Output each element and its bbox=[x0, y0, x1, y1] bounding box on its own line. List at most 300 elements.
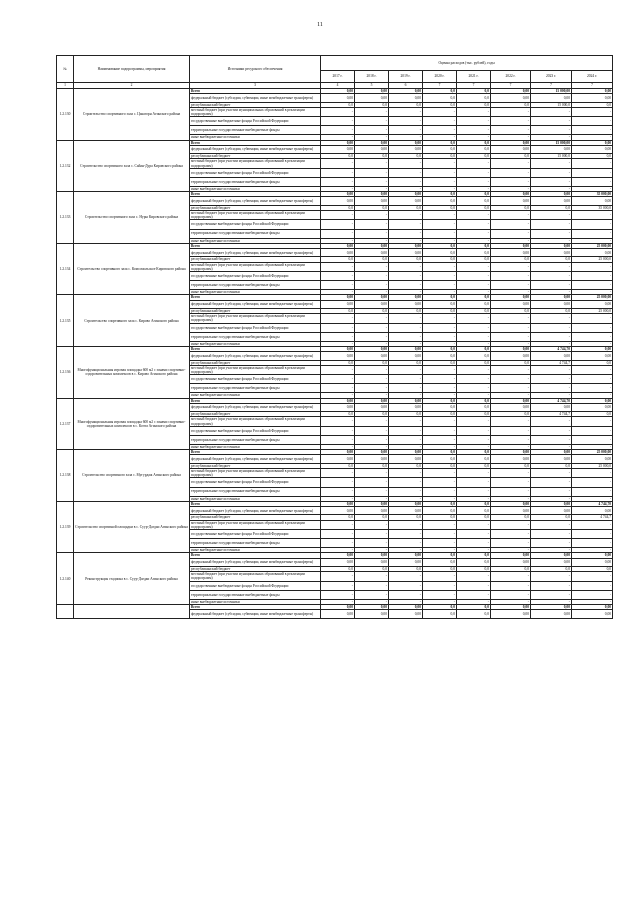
column-number: 4 bbox=[321, 83, 355, 89]
value-cell: 0,00 bbox=[531, 300, 572, 308]
value-cell: 0,00 bbox=[355, 295, 389, 300]
value-cell: 0,00 bbox=[389, 352, 423, 360]
value-cell: 0,00 bbox=[321, 604, 355, 609]
value-cell: 0,0 bbox=[321, 360, 355, 365]
value-cell: - bbox=[321, 539, 355, 548]
value-cell: - bbox=[491, 238, 531, 243]
value-cell: 0,00 bbox=[355, 248, 389, 256]
value-cell: 0,0 bbox=[423, 360, 457, 365]
value-cell: - bbox=[355, 229, 389, 238]
value-cell: - bbox=[531, 177, 572, 186]
value-cell: - bbox=[531, 262, 572, 271]
source-label: территориальные государственные внебюджетные фонды bbox=[190, 281, 321, 290]
source-label: иные внебюджетные источники bbox=[190, 186, 321, 191]
value-cell: - bbox=[572, 496, 613, 501]
value-cell: 0,00 bbox=[321, 300, 355, 308]
source-label: местный бюджет (при участии муниципальных образований в реализации подпрограмм) bbox=[190, 262, 321, 271]
value-cell: - bbox=[355, 290, 389, 295]
value-cell: 0,0 bbox=[423, 243, 457, 248]
value-cell: - bbox=[355, 393, 389, 398]
value-cell: 0,00 bbox=[321, 455, 355, 463]
value-cell: 0,0 bbox=[321, 566, 355, 571]
value-cell: - bbox=[572, 599, 613, 604]
value-cell: - bbox=[389, 496, 423, 501]
value-cell: - bbox=[423, 384, 457, 393]
value-cell: - bbox=[572, 159, 613, 168]
value-cell: 0,0 bbox=[423, 145, 457, 153]
source-label: государственные внебюджетные фонды Российской Федерации bbox=[190, 478, 321, 487]
source-label: республиканский бюджет bbox=[190, 102, 321, 107]
value-cell: - bbox=[423, 177, 457, 186]
value-cell: 4 744,70 bbox=[572, 501, 613, 506]
value-cell: - bbox=[389, 444, 423, 449]
value-cell: 4 744,7 bbox=[572, 515, 613, 520]
value-cell: 0,0 bbox=[423, 403, 457, 411]
value-cell: - bbox=[491, 168, 531, 177]
item-name: Строительство спортивного зала с. Нуры Кировского района bbox=[74, 192, 190, 244]
item-code: 1.2.136 bbox=[57, 346, 74, 398]
value-cell: 0,00 bbox=[389, 346, 423, 351]
value-cell: - bbox=[491, 548, 531, 553]
value-cell: - bbox=[389, 290, 423, 295]
value-cell: 0,00 bbox=[531, 610, 572, 618]
value-cell: 0,0 bbox=[491, 205, 531, 210]
value-cell: - bbox=[572, 262, 613, 271]
value-cell: - bbox=[531, 238, 572, 243]
value-cell: - bbox=[355, 599, 389, 604]
value-cell: 0,0 bbox=[355, 566, 389, 571]
value-cell: - bbox=[457, 238, 491, 243]
value-cell: - bbox=[321, 435, 355, 444]
source-label: местный бюджет (при участии муниципальных образований в реализации подпрограмм) bbox=[190, 365, 321, 374]
value-cell: 0,00 bbox=[491, 455, 531, 463]
value-cell: - bbox=[457, 177, 491, 186]
source-label: государственные внебюджетные фонды Российской Федерации bbox=[190, 323, 321, 332]
value-cell: - bbox=[572, 314, 613, 323]
value-cell: 0,0 bbox=[355, 154, 389, 159]
value-cell: - bbox=[457, 375, 491, 384]
value-cell: - bbox=[531, 426, 572, 435]
value-cell: 0,00 bbox=[389, 192, 423, 197]
value-cell: - bbox=[491, 529, 531, 538]
source-label: федеральный бюджет (субсидии, субвенции, иные межбюджетные трансферты) bbox=[190, 558, 321, 566]
value-cell: 0,0 bbox=[457, 192, 491, 197]
value-cell: 0,00 bbox=[389, 295, 423, 300]
value-cell: - bbox=[572, 590, 613, 599]
value-cell: - bbox=[423, 220, 457, 229]
value-cell: 0,00 bbox=[491, 197, 531, 205]
value-cell: - bbox=[355, 365, 389, 374]
value-cell: 0,0 bbox=[355, 515, 389, 520]
header-year: 2022 г. bbox=[491, 71, 531, 83]
value-cell: 0,00 bbox=[531, 501, 572, 506]
value-cell: - bbox=[572, 238, 613, 243]
value-cell: 0,0 bbox=[531, 308, 572, 313]
value-cell: 0,0 bbox=[457, 102, 491, 107]
value-cell: 0,00 bbox=[355, 403, 389, 411]
value-cell: - bbox=[389, 177, 423, 186]
value-cell: 0,0 bbox=[423, 398, 457, 403]
value-cell: - bbox=[491, 435, 531, 444]
value-cell: 0,0 bbox=[457, 398, 491, 403]
value-cell: - bbox=[491, 375, 531, 384]
value-cell: 0,0 bbox=[423, 604, 457, 609]
value-cell: - bbox=[531, 478, 572, 487]
header-year: 2017 г. bbox=[321, 71, 355, 83]
value-cell: 0,00 bbox=[491, 140, 531, 145]
value-cell: 15 000,00 bbox=[531, 89, 572, 94]
source-label: иные внебюджетные источники bbox=[190, 135, 321, 140]
value-cell: 0,00 bbox=[389, 300, 423, 308]
value-cell: - bbox=[321, 177, 355, 186]
value-cell: - bbox=[457, 529, 491, 538]
value-cell: - bbox=[389, 417, 423, 426]
budget-table bbox=[56, 55, 613, 619]
source-label: государственные внебюджетные фонды Российской Федерации bbox=[190, 117, 321, 126]
value-cell: 0,0 bbox=[423, 192, 457, 197]
value-cell: 0,00 bbox=[572, 140, 613, 145]
value-cell: 0,00 bbox=[531, 94, 572, 102]
source-label: иные внебюджетные источники bbox=[190, 393, 321, 398]
value-cell: 0,0 bbox=[491, 360, 531, 365]
source-label: территориальные государственные внебюджетные фонды bbox=[190, 332, 321, 341]
value-cell: - bbox=[423, 426, 457, 435]
value-cell: 0,0 bbox=[491, 412, 531, 417]
value-cell: - bbox=[531, 548, 572, 553]
value-cell: - bbox=[457, 444, 491, 449]
value-cell: 0,0 bbox=[457, 248, 491, 256]
value-cell: 0,0 bbox=[389, 154, 423, 159]
item-code bbox=[57, 604, 74, 618]
item-code: 1.2.134 bbox=[57, 243, 74, 295]
value-cell: - bbox=[457, 323, 491, 332]
value-cell: - bbox=[423, 117, 457, 126]
value-cell: 0,0 bbox=[423, 154, 457, 159]
source-label: иные внебюджетные источники bbox=[190, 496, 321, 501]
value-cell: - bbox=[389, 487, 423, 496]
value-cell: - bbox=[531, 323, 572, 332]
value-cell: - bbox=[491, 159, 531, 168]
value-cell: - bbox=[457, 135, 491, 140]
value-cell: - bbox=[572, 539, 613, 548]
value-cell: 25 000,0 bbox=[572, 257, 613, 262]
value-cell: 0,0 bbox=[321, 308, 355, 313]
value-cell: 0,00 bbox=[389, 145, 423, 153]
value-cell: 0,0 bbox=[457, 558, 491, 566]
value-cell: - bbox=[457, 210, 491, 219]
value-cell: - bbox=[491, 599, 531, 604]
item-code: 1.2.140 bbox=[57, 553, 74, 605]
value-cell: 0,0 bbox=[423, 463, 457, 468]
value-cell: 0,00 bbox=[491, 192, 531, 197]
value-cell: 0,00 bbox=[572, 506, 613, 514]
value-cell: 0,0 bbox=[321, 205, 355, 210]
value-cell: 0,0 bbox=[491, 154, 531, 159]
value-cell: - bbox=[389, 426, 423, 435]
value-cell: 0,00 bbox=[572, 346, 613, 351]
value-cell: 0,00 bbox=[491, 403, 531, 411]
value-cell: - bbox=[457, 126, 491, 135]
value-cell: 0,0 bbox=[457, 553, 491, 558]
source-label: республиканский бюджет bbox=[190, 412, 321, 417]
value-cell: 0,00 bbox=[572, 455, 613, 463]
source-label: государственные внебюджетные фонды Российской Федерации bbox=[190, 271, 321, 280]
value-cell: 0,00 bbox=[321, 558, 355, 566]
value-cell: 0,0 bbox=[423, 450, 457, 455]
item-code: 1.2.130 bbox=[57, 89, 74, 141]
value-cell: - bbox=[355, 539, 389, 548]
value-cell: - bbox=[355, 238, 389, 243]
value-cell: 0,0 bbox=[321, 463, 355, 468]
value-cell: 0,0 bbox=[457, 515, 491, 520]
value-cell: 0,00 bbox=[389, 604, 423, 609]
value-cell: 4 744,7 bbox=[531, 360, 572, 365]
value-cell: 0,0 bbox=[389, 257, 423, 262]
value-cell: - bbox=[423, 186, 457, 191]
value-cell: 0,00 bbox=[355, 145, 389, 153]
value-cell: - bbox=[321, 496, 355, 501]
value-cell: - bbox=[572, 168, 613, 177]
value-cell: - bbox=[389, 262, 423, 271]
value-cell: - bbox=[423, 238, 457, 243]
value-cell: - bbox=[423, 520, 457, 529]
value-cell: - bbox=[321, 384, 355, 393]
source-label: местный бюджет (при участии муниципальных образований в реализации подпрограмм) bbox=[190, 159, 321, 168]
value-cell: - bbox=[423, 229, 457, 238]
source-label: федеральный бюджет (субсидии, субвенции, иные межбюджетные трансферты) bbox=[190, 352, 321, 360]
value-cell: 0,00 bbox=[321, 145, 355, 153]
source-label: территориальные государственные внебюджетные фонды bbox=[190, 384, 321, 393]
value-cell: - bbox=[423, 590, 457, 599]
column-number: 1 bbox=[57, 83, 74, 89]
value-cell: - bbox=[531, 290, 572, 295]
value-cell: 0,00 bbox=[321, 192, 355, 197]
value-cell: - bbox=[321, 186, 355, 191]
source-label: территориальные государственные внебюджетные фонды bbox=[190, 177, 321, 186]
source-label: республиканский бюджет bbox=[190, 308, 321, 313]
value-cell: - bbox=[572, 520, 613, 529]
value-cell: - bbox=[531, 229, 572, 238]
source-label: республиканский бюджет bbox=[190, 566, 321, 571]
value-cell: 0,00 bbox=[389, 506, 423, 514]
source-label: местный бюджет (при участии муниципальных образований в реализации подпрограмм) bbox=[190, 572, 321, 581]
source-label: иные внебюджетные источники bbox=[190, 599, 321, 604]
value-cell: - bbox=[457, 107, 491, 116]
value-cell: 0,0 bbox=[457, 352, 491, 360]
value-cell: 0,00 bbox=[321, 140, 355, 145]
source-label: республиканский бюджет bbox=[190, 154, 321, 159]
value-cell: - bbox=[572, 117, 613, 126]
value-cell: 0,0 bbox=[491, 308, 531, 313]
value-cell: - bbox=[491, 177, 531, 186]
source-label: республиканский бюджет bbox=[190, 360, 321, 365]
value-cell: 0,0 bbox=[572, 102, 613, 107]
value-cell: - bbox=[457, 117, 491, 126]
value-cell: - bbox=[389, 159, 423, 168]
value-cell: - bbox=[321, 107, 355, 116]
value-cell: - bbox=[491, 135, 531, 140]
value-cell: 0,0 bbox=[423, 102, 457, 107]
value-cell: - bbox=[531, 314, 572, 323]
value-cell: 0,00 bbox=[321, 553, 355, 558]
value-cell: - bbox=[531, 520, 572, 529]
source-label: территориальные государственные внебюджетные фонды bbox=[190, 539, 321, 548]
value-cell: 0,00 bbox=[355, 501, 389, 506]
value-cell: - bbox=[423, 599, 457, 604]
value-cell: - bbox=[355, 444, 389, 449]
value-cell: - bbox=[531, 210, 572, 219]
value-cell: - bbox=[531, 332, 572, 341]
value-cell: - bbox=[572, 220, 613, 229]
value-cell: - bbox=[531, 186, 572, 191]
value-cell: 0,00 bbox=[491, 145, 531, 153]
value-cell: - bbox=[423, 159, 457, 168]
value-cell: 0,00 bbox=[572, 610, 613, 618]
value-cell: 0,00 bbox=[572, 248, 613, 256]
column-number: 7 bbox=[531, 83, 572, 89]
value-cell: 0,00 bbox=[491, 553, 531, 558]
value-cell: - bbox=[531, 496, 572, 501]
value-cell: - bbox=[321, 135, 355, 140]
value-cell: - bbox=[491, 117, 531, 126]
value-cell: - bbox=[389, 539, 423, 548]
value-cell: 0,0 bbox=[423, 352, 457, 360]
value-cell: 0,00 bbox=[389, 94, 423, 102]
value-cell: - bbox=[531, 487, 572, 496]
header-year: 2020 г. bbox=[423, 71, 457, 83]
value-cell: - bbox=[457, 186, 491, 191]
value-cell: - bbox=[355, 375, 389, 384]
value-cell: 0,0 bbox=[457, 566, 491, 571]
value-cell: - bbox=[423, 375, 457, 384]
value-cell: - bbox=[491, 262, 531, 271]
value-cell: 0,0 bbox=[457, 145, 491, 153]
item-code: 1.2.133 bbox=[57, 192, 74, 244]
value-cell: 0,00 bbox=[491, 346, 531, 351]
value-cell: 0,00 bbox=[355, 352, 389, 360]
value-cell: - bbox=[389, 520, 423, 529]
source-label: республиканский бюджет bbox=[190, 257, 321, 262]
value-cell: 25 000,00 bbox=[572, 295, 613, 300]
value-cell: - bbox=[389, 384, 423, 393]
column-number: 5 bbox=[355, 83, 389, 89]
value-cell: 0,0 bbox=[531, 257, 572, 262]
value-cell: 0,00 bbox=[355, 94, 389, 102]
value-cell: 0,00 bbox=[531, 604, 572, 609]
value-cell: 0,0 bbox=[423, 346, 457, 351]
value-cell: 0,00 bbox=[572, 300, 613, 308]
value-cell: 0,00 bbox=[355, 243, 389, 248]
value-cell: 0,00 bbox=[355, 398, 389, 403]
value-cell: - bbox=[457, 487, 491, 496]
header-year: 2019 г. bbox=[389, 71, 423, 83]
value-cell: - bbox=[355, 210, 389, 219]
value-cell: 0,00 bbox=[321, 610, 355, 618]
value-cell: - bbox=[491, 332, 531, 341]
value-cell: - bbox=[531, 435, 572, 444]
value-cell: - bbox=[491, 487, 531, 496]
source-label: Всего bbox=[190, 346, 321, 351]
value-cell: 0,0 bbox=[423, 501, 457, 506]
value-cell: - bbox=[423, 581, 457, 590]
value-cell: 0,00 bbox=[321, 398, 355, 403]
value-cell: - bbox=[389, 365, 423, 374]
value-cell: 0,00 bbox=[491, 248, 531, 256]
value-cell: - bbox=[531, 590, 572, 599]
value-cell: - bbox=[572, 487, 613, 496]
item-name: Строительство спортивного зала с. Цакагорн Агинского района bbox=[74, 89, 190, 141]
value-cell: - bbox=[321, 365, 355, 374]
value-cell: 0,00 bbox=[572, 403, 613, 411]
value-cell: 0,0 bbox=[531, 205, 572, 210]
value-cell: - bbox=[355, 548, 389, 553]
value-cell: 0,00 bbox=[491, 243, 531, 248]
value-cell: 0,0 bbox=[423, 308, 457, 313]
value-cell: - bbox=[572, 323, 613, 332]
value-cell: 0,0 bbox=[389, 515, 423, 520]
header-year: 2018 г. bbox=[355, 71, 389, 83]
value-cell: 0,00 bbox=[389, 403, 423, 411]
value-cell: 25 000,0 bbox=[572, 308, 613, 313]
value-cell: 0,00 bbox=[321, 94, 355, 102]
value-cell: - bbox=[389, 210, 423, 219]
value-cell: - bbox=[321, 478, 355, 487]
value-cell: - bbox=[355, 529, 389, 538]
value-cell: - bbox=[355, 435, 389, 444]
source-label: иные внебюджетные источники bbox=[190, 548, 321, 553]
value-cell: 25 000,0 bbox=[572, 463, 613, 468]
source-label: государственные внебюджетные фонды Российской Федерации bbox=[190, 220, 321, 229]
column-number: 7 bbox=[423, 83, 457, 89]
source-label: республиканский бюджет bbox=[190, 205, 321, 210]
value-cell: 0,0 bbox=[457, 501, 491, 506]
value-cell: - bbox=[491, 520, 531, 529]
value-cell: - bbox=[355, 478, 389, 487]
source-label: федеральный бюджет (субсидии, субвенции, иные межбюджетные трансферты) bbox=[190, 403, 321, 411]
value-cell: 0,00 bbox=[531, 455, 572, 463]
value-cell: 0,0 bbox=[457, 243, 491, 248]
value-cell: 0,0 bbox=[321, 154, 355, 159]
value-cell: 15 000,00 bbox=[531, 140, 572, 145]
value-cell: - bbox=[457, 262, 491, 271]
value-cell: 0,0 bbox=[423, 197, 457, 205]
value-cell: 0,00 bbox=[389, 140, 423, 145]
value-cell: 0,0 bbox=[457, 205, 491, 210]
source-label: местный бюджет (при участии муниципальных образований в реализации подпрограмм) bbox=[190, 314, 321, 323]
value-cell: - bbox=[423, 539, 457, 548]
value-cell: - bbox=[355, 220, 389, 229]
value-cell: - bbox=[531, 168, 572, 177]
source-label: местный бюджет (при участии муниципальных образований в реализации подпрограмм) bbox=[190, 520, 321, 529]
value-cell: 0,00 bbox=[321, 243, 355, 248]
value-cell: - bbox=[321, 341, 355, 346]
value-cell: - bbox=[531, 126, 572, 135]
value-cell: 0,0 bbox=[423, 610, 457, 618]
value-cell: 0,0 bbox=[321, 412, 355, 417]
value-cell: - bbox=[423, 468, 457, 477]
value-cell: 0,00 bbox=[355, 604, 389, 609]
value-cell: - bbox=[491, 393, 531, 398]
value-cell: 0,0 bbox=[457, 295, 491, 300]
value-cell: - bbox=[531, 539, 572, 548]
source-label: федеральный бюджет (субсидии, субвенции, иные межбюджетные трансферты) bbox=[190, 455, 321, 463]
header-year: 2023 г. bbox=[531, 71, 572, 83]
value-cell: 0,00 bbox=[355, 192, 389, 197]
value-cell: - bbox=[531, 107, 572, 116]
value-cell: - bbox=[389, 238, 423, 243]
value-cell: - bbox=[572, 365, 613, 374]
header-num: № bbox=[57, 56, 74, 83]
